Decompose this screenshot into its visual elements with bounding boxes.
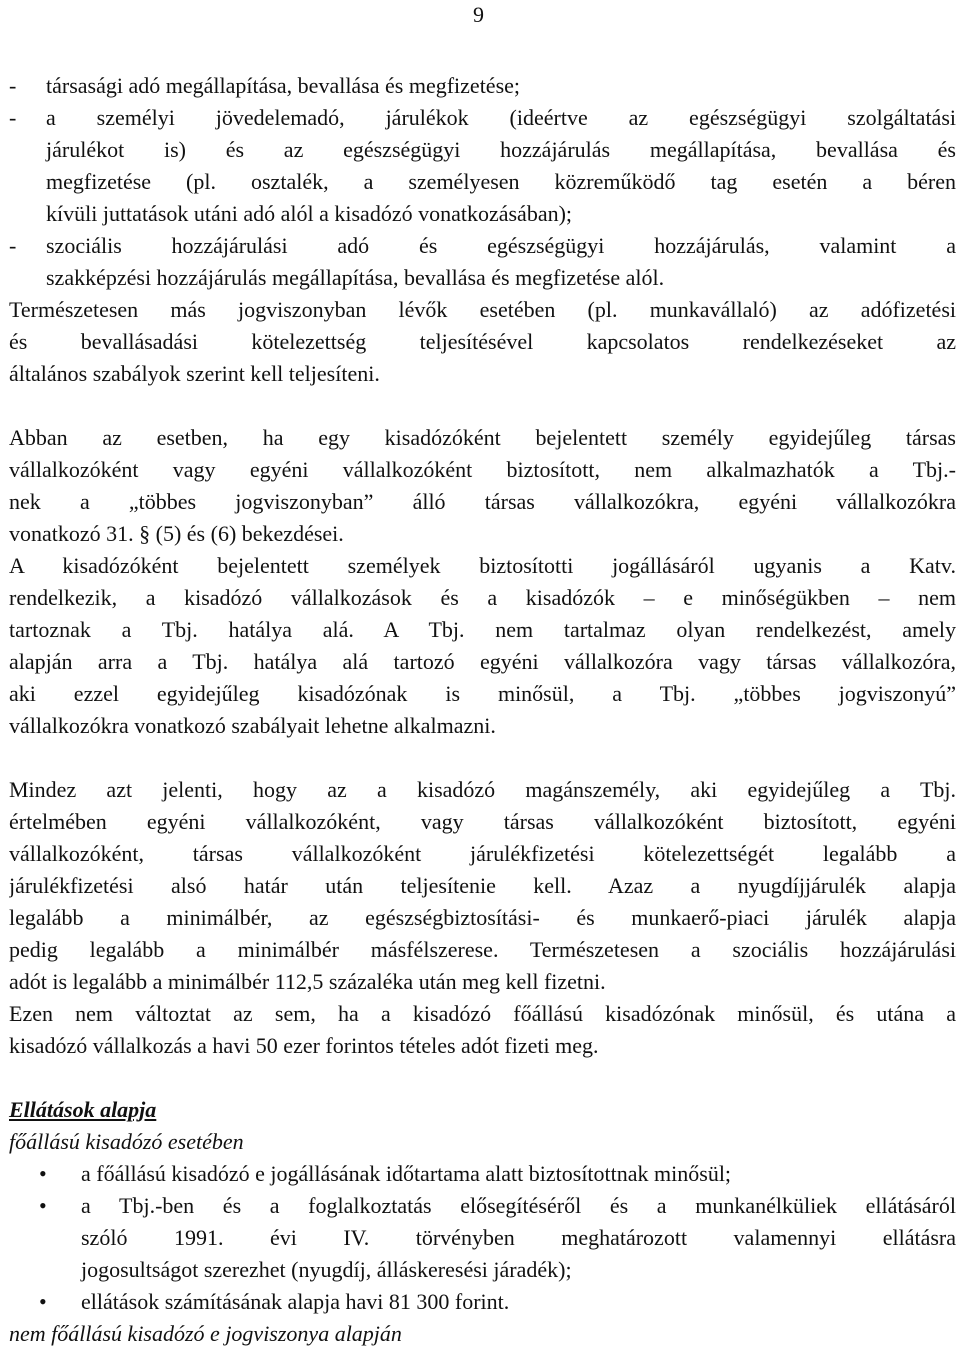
- list-item-text: a főállású kisadózó e jogállásának időtartama alatt biztosítottnak minősül;: [81, 1161, 732, 1186]
- page-number: 9: [473, 2, 484, 27]
- bullet-marker: •: [39, 1161, 47, 1186]
- spacer: [9, 742, 956, 774]
- paragraph: [9, 294, 956, 390]
- list-item-text: kívüli juttatások utáni adó alól a kisadózó vonatkozásában);: [46, 201, 573, 226]
- document-body: [9, 70, 956, 1350]
- paragraph: [9, 422, 956, 550]
- list-item: [9, 1286, 956, 1318]
- paragraph-line: járulékfizetési alsó határ után teljesítenie kell. Azaz a nyugdíjjárulék alapja: [9, 873, 956, 898]
- paragraph-line: nek a „többes jogviszonyban” álló társas vállalkozókra, egyéni vállalkozókra: [9, 489, 956, 514]
- list-item-text: szakképzési hozzájárulás megállapítása, bevallása és megfizetése alól.: [46, 265, 665, 290]
- paragraph-line: tartoznak a Tbj. hatálya alá. A Tbj. nem tartalmaz olyan rendelkezést, amely: [9, 617, 956, 642]
- list-item-text: szociális hozzájárulási adó és egészségügyi hozzájárulás, valamint a: [46, 233, 956, 258]
- list-item-text: szóló 1991. évi IV. törvényben meghatározott valamennyi ellátásra: [81, 1225, 956, 1250]
- paragraph-line: vállalkozókra vonatkozó szabályait lehetne alkalmazni.: [9, 713, 496, 738]
- bullet-list: [9, 1158, 956, 1318]
- bullet-marker: •: [39, 1193, 47, 1218]
- paragraph-line: pedig legalább a minimálbér másfélszerese. Természetesen a szociális hozzájárulási: [9, 937, 956, 962]
- paragraph-line: aki ezzel egyidejűleg kisadózónak is minősül, a Tbj. „többes jogviszonyú”: [9, 681, 956, 706]
- paragraph: [9, 998, 956, 1062]
- paragraph-line: vállalkozóként vagy egyéni vállalkozóként biztosított, nem alkalmazhatók a Tbj.-: [9, 457, 956, 482]
- section-subheading: nem főállású kisadózó e jogviszonya alapján: [9, 1321, 402, 1346]
- bullet-marker: •: [39, 1289, 47, 1314]
- list-item-text: társasági adó megállapítása, bevallása és megfizetése;: [46, 73, 521, 98]
- list-item-text: a személyi jövedelemadó, járulékok (ideértve az egészségügyi szolgáltatási: [46, 105, 956, 130]
- paragraph-line: és bevallásadási kötelezettség teljesítésével kapcsolatos rendelkezéseket az: [9, 329, 956, 354]
- paragraph-line: Mindez azt jelenti, hogy az a kisadózó magánszemély, aki egyidejűleg a Tbj.: [9, 777, 956, 802]
- dash-list: [9, 70, 956, 294]
- spacer: [9, 390, 956, 422]
- section-heading: Ellátások alapja: [9, 1097, 157, 1122]
- paragraph-line: értelmében egyéni vállalkozóként, vagy társas vállalkozóként biztosított, egyéni: [9, 809, 956, 834]
- section-subheading: főállású kisadózó esetében: [9, 1129, 244, 1154]
- paragraph-line: Ezen nem változtat az sem, ha a kisadózó főállású kisadózónak minősül, és utána a: [9, 1001, 956, 1026]
- dash-marker: -: [9, 73, 17, 98]
- paragraph-line: általános szabályok szerint kell teljesíteni.: [9, 361, 380, 386]
- paragraph-line: adót is legalább a minimálbér 112,5 százaléka után meg kell fizetni.: [9, 969, 606, 994]
- paragraph-line: A kisadózóként bejelentett személyek biztosítotti jogállásáról ugyanis a Katv.: [9, 553, 956, 578]
- paragraph-line: vállalkozóként, társas vállalkozóként járulékfizetési kötelezettségét legalább a: [9, 841, 956, 866]
- list-item: [9, 1190, 956, 1286]
- list-item-text: megfizetése (pl. osztalék, a személyesen közreműködő tag esetén a béren: [46, 169, 956, 194]
- list-item: [9, 102, 956, 230]
- paragraph-line: legalább a minimálbér, az egészségbiztosítási- és munkaerő-piaci járulék alapja: [9, 905, 956, 930]
- dash-marker: -: [9, 105, 17, 130]
- paragraph: [9, 774, 956, 998]
- dash-marker: -: [9, 233, 17, 258]
- paragraph-line: Természetesen más jogviszonyban lévők esetében (pl. munkavállaló) az adófizetési: [9, 297, 956, 322]
- paragraph: [9, 550, 956, 742]
- list-item-text: ellátások számításának alapja havi 81 300 forint.: [81, 1289, 510, 1314]
- list-item-text: a Tbj.-ben és a foglalkoztatás elősegítéséről és a munkanélküliek ellátásáról: [81, 1193, 956, 1218]
- list-item: [9, 230, 956, 294]
- list-item-text: jogosultságot szerezhet (nyugdíj, álláskeresési járadék);: [81, 1257, 572, 1282]
- list-item: [9, 70, 956, 102]
- paragraph-line: alapján arra a Tbj. hatálya alá tartozó egyéni vállalkozóra vagy társas vállalkozóra,: [9, 649, 956, 674]
- paragraph-line: Abban az esetben, ha egy kisadózóként bejelentett személy egyidejűleg társas: [9, 425, 956, 450]
- paragraph-line: kisadózó vállalkozás a havi 50 ezer forintos tételes adót fizeti meg.: [9, 1033, 599, 1058]
- spacer: [9, 1062, 956, 1094]
- paragraph-line: rendelkezik, a kisadózó vállalkozások és a kisadózók – e minőségükben – nem: [9, 585, 956, 610]
- list-item-text: járulékot is) és az egészségügyi hozzájárulás megállapítása, bevallása és: [46, 137, 956, 162]
- paragraph-line: vonatkozó 31. § (5) és (6) bekezdései.: [9, 521, 344, 546]
- list-item: [9, 1158, 956, 1190]
